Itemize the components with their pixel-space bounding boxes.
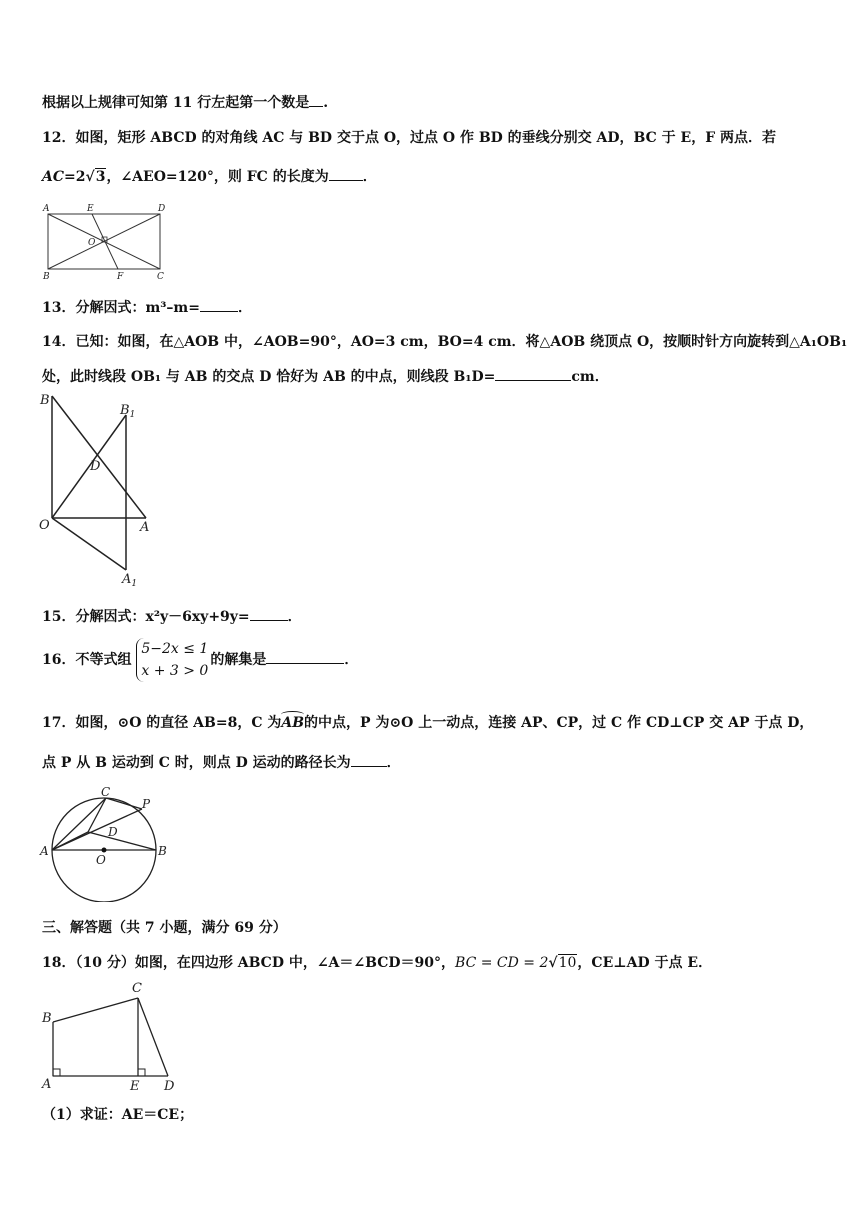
q13-number: 13．	[42, 300, 76, 316]
rule-line: 根据以上规律可知第 11 行左起第一个数是 .	[42, 95, 329, 111]
q16-ineq1: 5−2x ≤ 1	[141, 641, 209, 657]
q12-line2: AC=2√3，∠AEO=120°，则 FC 的长度为 ．	[42, 169, 377, 185]
q18-number: 18．	[42, 955, 76, 971]
label-b: B	[43, 272, 50, 282]
label-a: A	[42, 1077, 52, 1092]
q17-number: 17．	[42, 715, 76, 731]
q14-rotation-figure	[38, 388, 154, 590]
q13-answer-blank	[200, 299, 238, 312]
segment-oa1	[52, 518, 126, 570]
label-o: O	[88, 238, 96, 248]
q17-answer-blank	[351, 754, 387, 767]
label-b: B	[42, 1011, 52, 1026]
q14-text: 已知：如图，在△AOB 中，∠AOB=90°，AO=3 cm，BO=4 cm．将△AOB 绕顶点 O，按顺时针方向旋转到△A₁OB₁	[75, 334, 848, 350]
q15-text: 分解因式：x²y－6xy+9y=	[75, 609, 250, 625]
q12-line1	[42, 127, 776, 147]
label-d: D	[90, 459, 101, 474]
q17-line2: 点 P 从 B 运动到 C 时，则点 D 运动的路径长为 ．	[42, 755, 401, 771]
q12-sqrt-coef: 2	[75, 169, 86, 185]
answer-blank	[309, 94, 323, 107]
q12-number: 12．	[42, 130, 76, 146]
label-d: D	[108, 825, 118, 839]
right-angle-a	[53, 1069, 60, 1076]
label-c: C	[132, 981, 142, 996]
q18-score: （10 分）	[75, 955, 135, 971]
label-e: E	[87, 204, 94, 214]
label-a1: $A_1$	[122, 572, 138, 589]
label-c: C	[157, 272, 164, 282]
q12-ac-label: AC=	[42, 169, 76, 185]
label-a: A	[40, 844, 49, 858]
segment-cd	[138, 998, 168, 1076]
q12-sqrt-radicand: 3	[95, 169, 106, 185]
q17-text-b: 的中点，P 为⊙O 上一动点，连接 AP、CP，过 C 作 CD⊥CP 交 AP 于点 D，	[304, 715, 814, 731]
q13-text: 分解因式：m³–m=	[75, 300, 200, 316]
label-b: B	[158, 844, 167, 858]
q16-ineq2: x + 3 > 0	[141, 663, 209, 679]
label-o: O	[39, 518, 50, 533]
label-o: O	[96, 853, 106, 867]
q18-text-a: 如图，在四边形 ABCD 中，∠A＝∠BCD＝90°，	[134, 955, 456, 971]
q18-sub1: （1）求证：AE＝CE；	[42, 1107, 194, 1123]
q18-quadrilateral-figure	[38, 978, 183, 1093]
q16-inequality-system	[136, 638, 208, 682]
q14-answer-blank	[495, 368, 571, 381]
q12-rectangle-figure	[40, 200, 175, 285]
label-e: E	[130, 1079, 140, 1093]
q17-text-a: 如图，⊙O 的直径 AB=8，C 为	[75, 715, 282, 731]
q15-number: 15．	[42, 609, 76, 625]
q14-text-2: 处，此时线段 OB₁ 与 AB 的交点 D 恰好为 AB 的中点，则线段 B₁D=	[42, 369, 496, 385]
q16-answer-blank	[266, 651, 344, 664]
q16-suffix: 的解集是	[210, 652, 267, 668]
label-p: P	[142, 797, 151, 811]
q15-answer-blank	[250, 608, 288, 621]
segment-cp	[106, 798, 142, 809]
q18-radicand: 10	[558, 955, 577, 971]
q18-line: 18．（10 分）如图，在四边形 ABCD 中，∠A＝∠BCD＝90°，BC = CD = 2√10，CE⊥AD 于点 E．	[42, 955, 713, 971]
q14-line2	[42, 366, 609, 386]
q12-text: 如图，矩形 ABCD 的对角线 AC 与 BD 交于点 O，过点 O 作 BD 的垂线分别交 AD，BC 于 E，F 两点．若	[75, 130, 777, 146]
q17-line1	[42, 712, 813, 732]
rule-text: 根据以上规律可知第 11 行左起第一个数是	[42, 95, 310, 111]
label-f: F	[117, 272, 124, 282]
q18-text-b: ，CE⊥AD 于点 E．	[577, 955, 713, 971]
q14-line1	[42, 331, 847, 351]
segment-ac	[52, 798, 106, 850]
segment-ob1	[52, 415, 126, 518]
label-d: D	[158, 204, 166, 214]
label-a: A	[140, 520, 150, 535]
q13-line: 13．分解因式：m³–m= ．	[42, 300, 252, 316]
q12-answer-blank	[329, 168, 363, 181]
q14-number: 14．	[42, 334, 76, 350]
q16-line: 16．不等式组 5−2x ≤ 1 x + 3 > 0的解集是 ．	[42, 638, 358, 682]
line-ef	[92, 214, 118, 269]
label-c: C	[101, 785, 111, 799]
q14-unit: cm．	[571, 369, 609, 385]
label-b: B	[40, 393, 50, 408]
center-point-o	[102, 848, 107, 853]
segment-bc	[53, 998, 138, 1022]
q17-arc-ab: AB	[281, 715, 305, 731]
q16-number: 16．	[42, 652, 76, 668]
q12-text-2: ，∠AEO=120°，则 FC 的长度为	[106, 169, 329, 185]
q18-formula: BC = CD = 2	[455, 955, 549, 971]
section-heading: 三、解答题（共 7 小题，满分 69 分）	[42, 920, 287, 936]
q16-prefix: 不等式组	[75, 652, 132, 668]
q15-line: 15．分解因式：x²y－6xy+9y= ．	[42, 609, 302, 625]
right-angle-e	[138, 1069, 145, 1076]
label-b1: $B_1$	[120, 403, 136, 420]
q17-circle-figure	[38, 782, 173, 902]
label-a: A	[43, 204, 50, 214]
segment-db	[88, 832, 156, 850]
segment-da	[52, 832, 88, 850]
label-d: D	[164, 1079, 175, 1093]
q17-text-2: 点 P 从 B 运动到 C 时，则点 D 运动的路径长为	[42, 755, 351, 771]
